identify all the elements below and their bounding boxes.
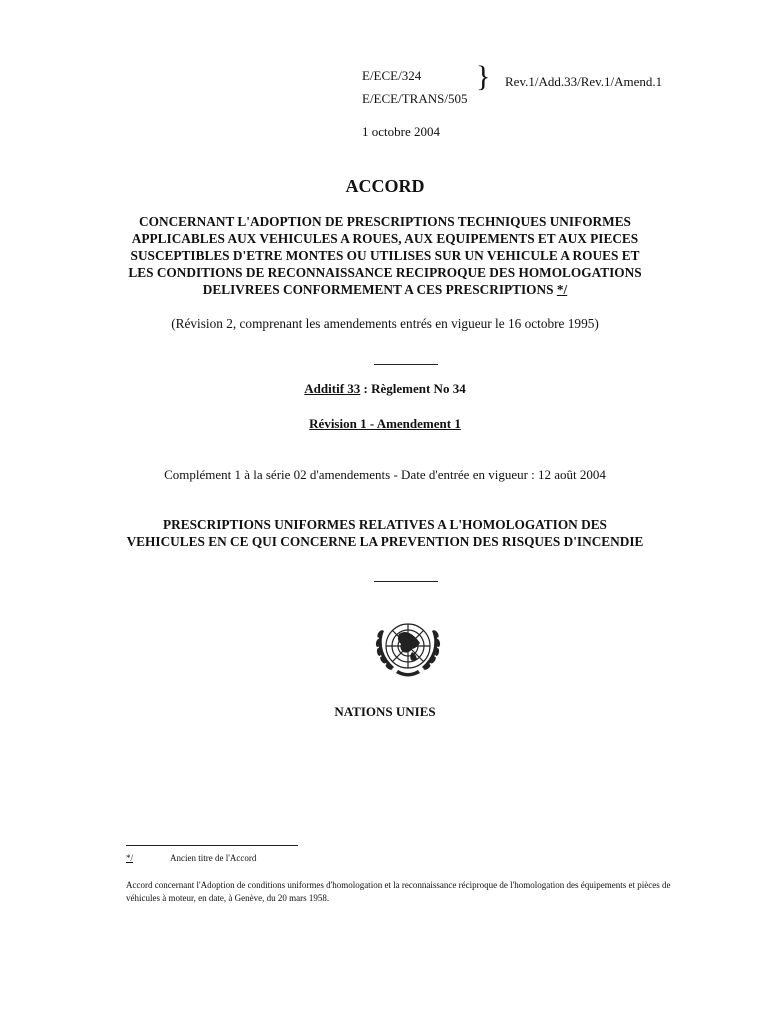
- document-symbol-1: E/ECE/324: [362, 68, 422, 83]
- regulation-title-line: VEHICULES EN CE QUI CONCERNE LA PREVENTION DES RISQUES D'INCENDIE: [126, 534, 644, 549]
- agreement-long-title: [0, 213, 770, 298]
- addendum-heading: [0, 381, 770, 397]
- long-title-line: CONCERNANT L'ADOPTION DE PRESCRIPTIONS TECHNIQUES UNIFORMES: [139, 214, 631, 229]
- revision-heading-text: Révision 1 - Amendement 1: [309, 416, 461, 431]
- brace-glyph: }: [476, 60, 491, 93]
- regulation-title: [0, 516, 770, 550]
- footnote-body: Accord concernant l'Adoption de conditions uniformes d'homologation et la reconnaissance réciproque de l'homologation des équipements et pièces de véhicules à moteur, en date, à Genève, du 20 mars 1958.: [126, 880, 671, 903]
- regulation-title-line: PRESCRIPTIONS UNIFORMES RELATIVES A L'HOMOLOGATION DES: [163, 517, 607, 532]
- revision-note: (Révision 2, comprenant les amendements entrés en vigueur le 16 octobre 1995): [171, 316, 599, 331]
- revision-reference: Rev.1/Add.33/Rev.1/Amend.1: [505, 74, 663, 89]
- long-title-line: [0, 281, 770, 298]
- un-emblem-icon: [368, 612, 448, 684]
- long-title-line: SUSCEPTIBLES D'ETRE MONTES OU UTILISES SUR UN VEHICULE A ROUES ET: [130, 248, 640, 263]
- revision-heading: [0, 416, 770, 432]
- long-title-line: LES CONDITIONS DE RECONNAISSANCE RECIPROQUE DES HOMOLOGATIONS: [128, 265, 642, 280]
- separator-rule: [374, 364, 438, 365]
- regulation-number: : Règlement No 34: [360, 381, 466, 396]
- document-symbol-2: E/ECE/TRANS/505: [362, 91, 468, 106]
- footnote-title: Ancien titre de l'Accord: [170, 853, 257, 863]
- addendum-label: Additif 33: [304, 381, 361, 396]
- un-emblem-graphic: [368, 612, 448, 684]
- long-title-last-line: DELIVREES CONFORMEMENT A CES PRESCRIPTIONS: [202, 282, 554, 297]
- page-title: ACCORD: [345, 176, 425, 196]
- organization-name: NATIONS UNIES: [334, 704, 436, 719]
- footnote-separator: [126, 845, 298, 846]
- long-title-line: APPLICABLES AUX VEHICULES A ROUES, AUX EQUIPEMENTS ET AUX PIECES: [131, 231, 639, 246]
- footnote-reference[interactable]: */: [556, 282, 568, 297]
- separator-rule: [374, 581, 438, 582]
- document-date: 1 octobre 2004: [362, 124, 440, 139]
- complement-note: Complément 1 à la série 02 d'amendements - Date d'entrée en vigueur : 12 août 2004: [164, 467, 606, 482]
- footnote-mark: */: [126, 853, 134, 863]
